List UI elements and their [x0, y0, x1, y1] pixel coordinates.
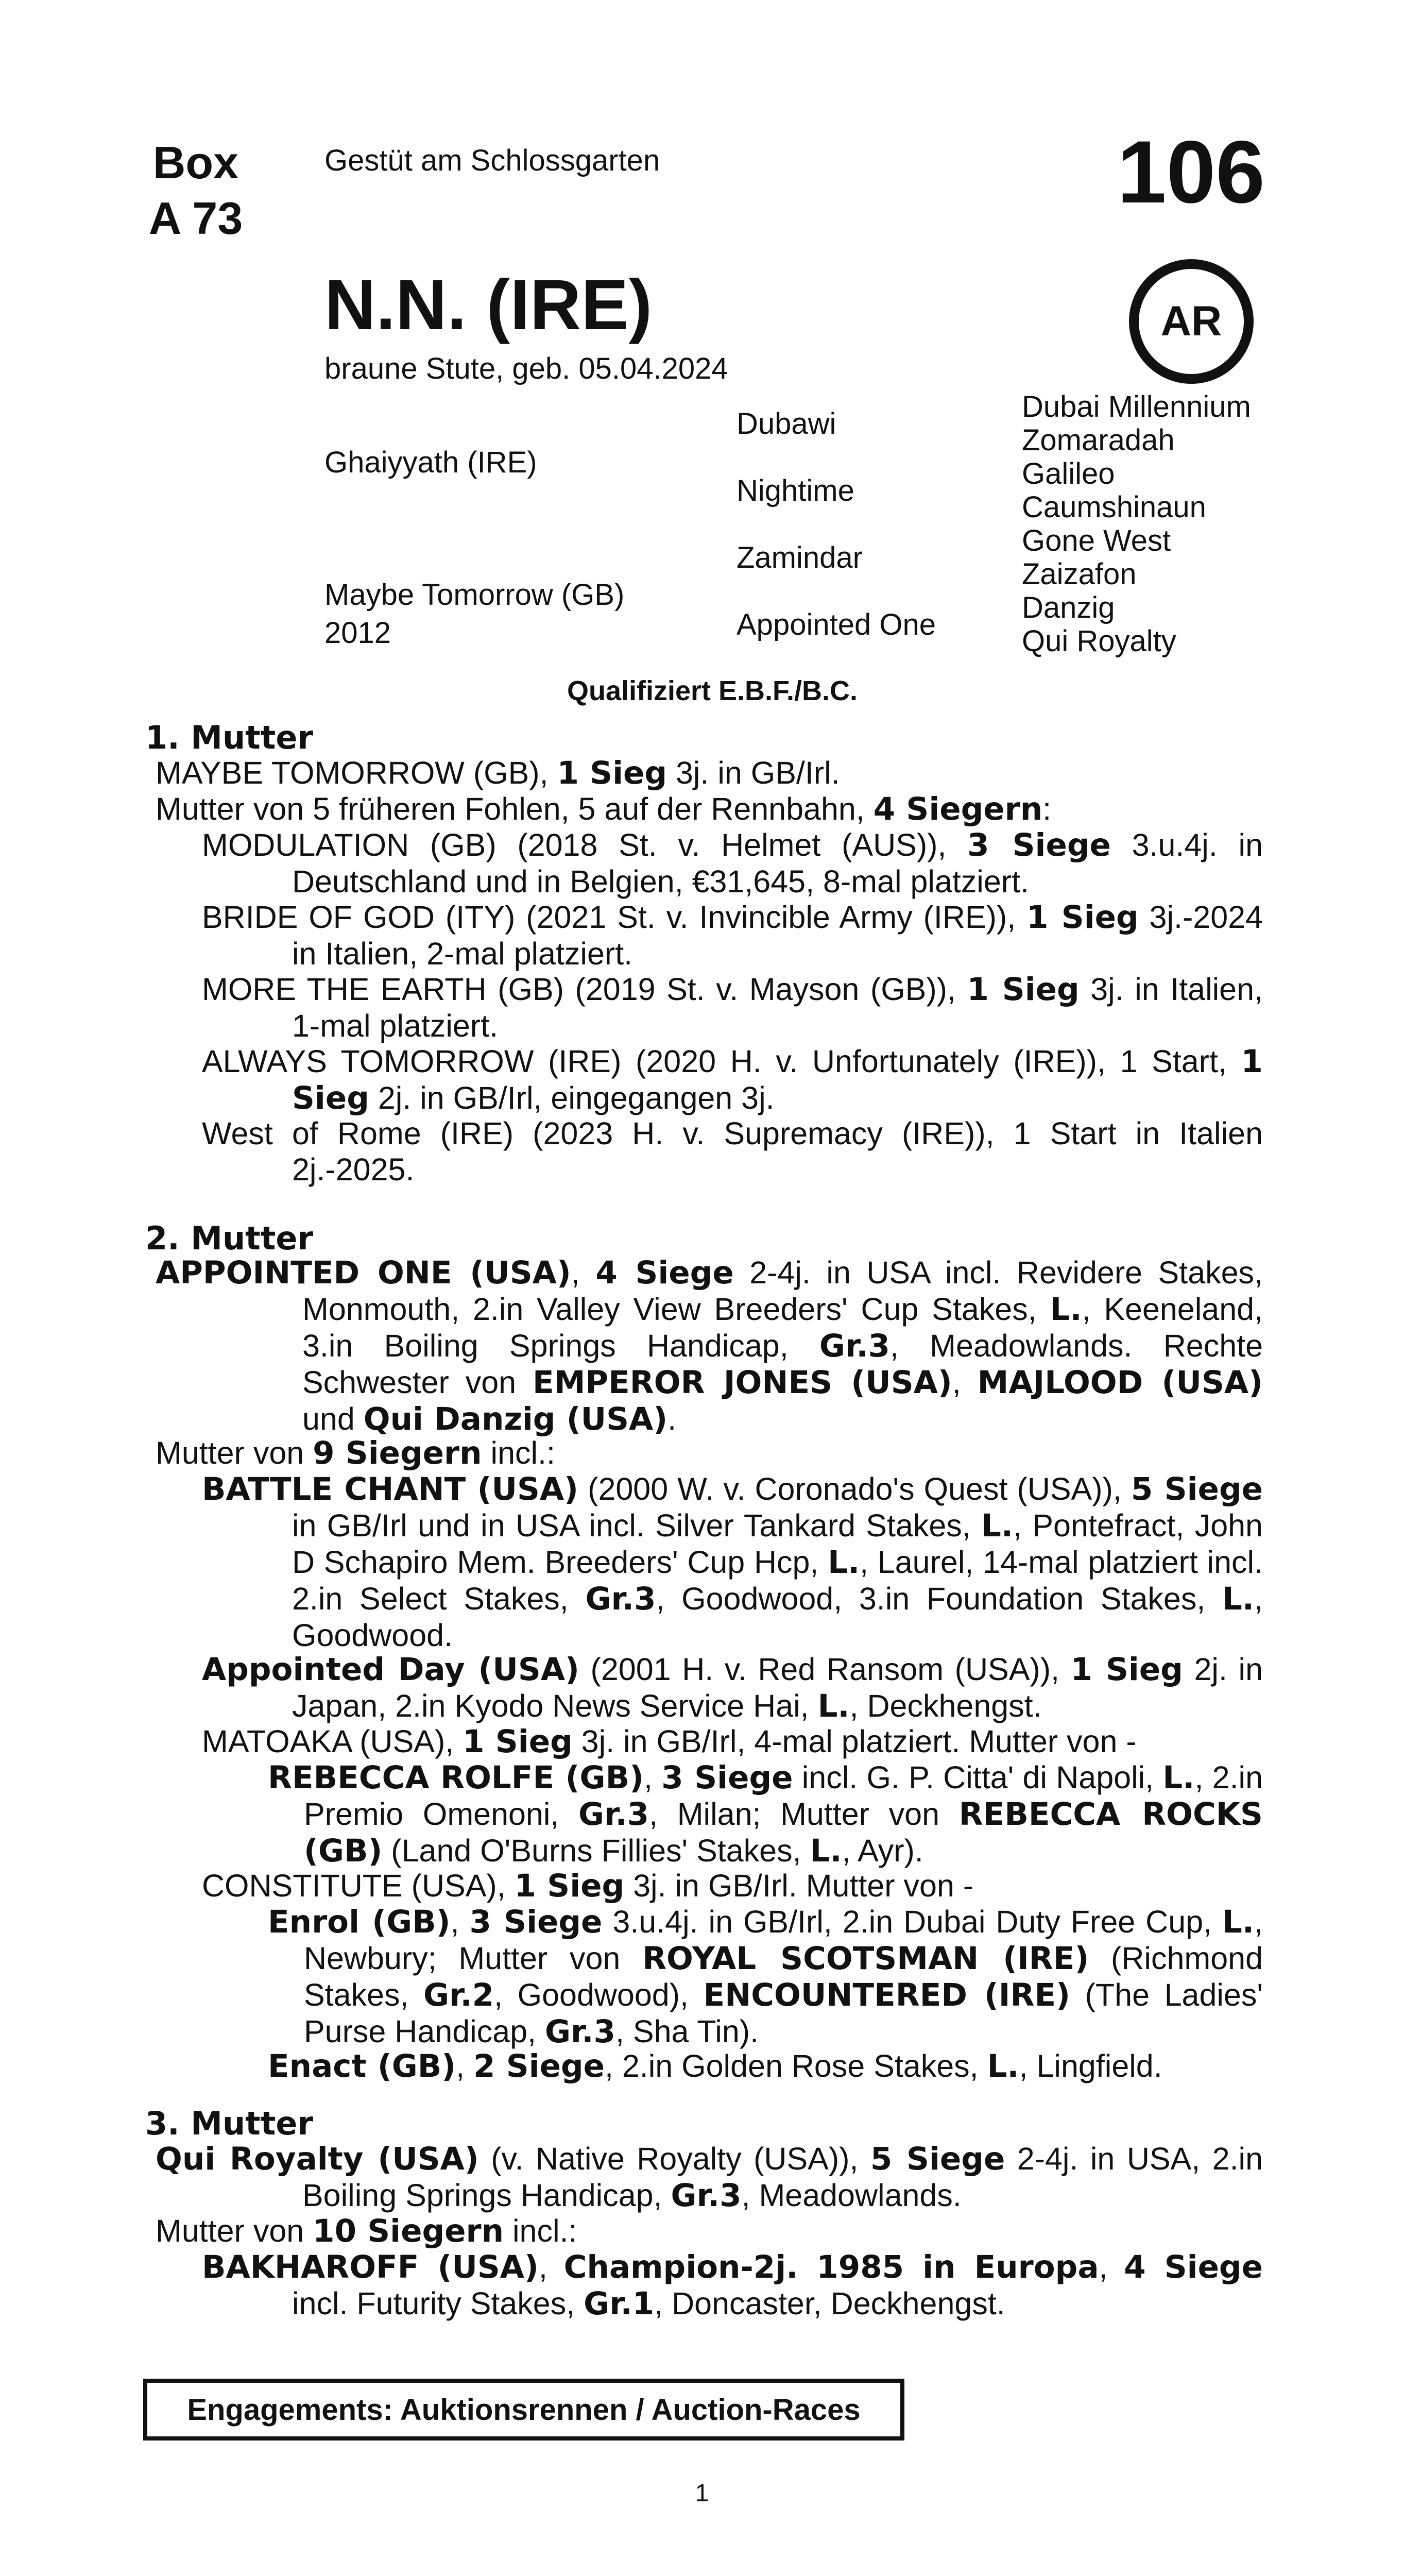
pedigree-grandparent: Appointed One	[737, 608, 936, 641]
dam3-offspring: BAKHAROFF (USA), Champion-2j. 1985 in Europa, 4 Siege incl. Futurity Stakes, Gr.1, Doncaster, Deckhengst.	[202, 2249, 1263, 2322]
pedigree-dam-year: 2012	[324, 616, 391, 650]
box-number: A 73	[148, 193, 243, 244]
stud-name: Gestüt am Schlossgarten	[324, 144, 660, 177]
dam1-heading: 1. Mutter	[145, 719, 314, 756]
horse-description: braune Stute, geb. 05.04.2024	[324, 352, 728, 385]
dam2-heading: 2. Mutter	[145, 1219, 314, 1257]
lot-number: 106	[1117, 123, 1265, 222]
dam2-offspring: Enrol (GB), 3 Siege 3.u.4j. in GB/Irl, 2.in Dubai Duty Free Cup, L., Newbury; Mutter von ROYAL SCOTSMAN (IRE) (Richmond Stakes, Gr.2, Goodwood), ENCOUNTERED (IRE) (The Ladies' Purse Handicap, Gr.3, Sha Tin).	[268, 1904, 1263, 2050]
dam2-offspring: Appointed Day (USA) (2001 H. v. Red Ransom (USA)), 1 Sieg 2j. in Japan, 2.in Kyodo News Service Hai, L., Deckhengst.	[202, 1651, 1263, 1724]
dam2-intro: APPOINTED ONE (USA), 4 Siege 2-4j. in USA incl. Revidere Stakes, Monmouth, 2.in Valley View Breeders' Cup Stakes, L., Keeneland, 3.in Boiling Springs Handicap, Gr.3, Meadowlands. Rechte Schwester von EMPEROR JONES (USA), MAJLOOD (USA) und Qui Danzig (USA).	[156, 1255, 1263, 1437]
box-title: Box	[152, 137, 239, 188]
pedigree-great-grandparent: Galileo	[1022, 457, 1115, 490]
dam3-intro: Qui Royalty (USA) (v. Native Royalty (USA)), 5 Siege 2-4j. in USA, 2.in Boiling Springs Handicap, Gr.3, Meadowlands.	[156, 2141, 1263, 2214]
pedigree-great-grandparent: Qui Royalty	[1022, 624, 1176, 658]
dam1-line: MAYBE TOMORROW (GB), 1 Sieg 3j. in GB/Irl.	[156, 755, 840, 791]
dam2-offspring: REBECCA ROLFE (GB), 3 Siege incl. G. P. Citta' di Napoli, L., 2.in Premio Omenoni, Gr.3, Milan; Mutter von REBECCA ROCKS (GB) (Land O'Burns Fillies' Stakes, L., Ayr).	[268, 1759, 1263, 1869]
pedigree-grandparent: Nightime	[737, 474, 854, 507]
dam1-offspring: MORE THE EARTH (GB) (2019 St. v. Mayson (GB)), 1 Sieg 3j. in Italien, 1-mal platziert.	[202, 971, 1263, 1043]
dam1-offspring: MODULATION (GB) (2018 St. v. Helmet (AUS)), 3 Siege 3.u.4j. in Deutschland und in Belgien, €31,645, 8-mal platziert.	[202, 827, 1263, 899]
qualified-note: Qualifiziert E.B.F./B.C.	[567, 675, 858, 706]
engagements-text: Engagements: Auktionsrennen / Auction-Races	[187, 2393, 861, 2427]
dam2-offspring: CONSTITUTE (USA), 1 Sieg 3j. in GB/Irl. Mutter von -	[202, 1868, 974, 1904]
pedigree-sire: Ghaiyyath (IRE)	[324, 446, 537, 479]
pedigree-great-grandparent: Gone West	[1022, 524, 1171, 557]
dam3-mother-of: Mutter von 10 Siegern incl.:	[156, 2213, 577, 2249]
ar-badge-text: AR	[1160, 298, 1222, 345]
engagements-box	[143, 2379, 904, 2441]
dam1-offspring: ALWAYS TOMORROW (IRE) (2020 H. v. Unfortunately (IRE)), 1 Start, 1 Sieg 2j. in GB/Irl, eingegangen 3j.	[202, 1043, 1263, 1116]
dam1-line: Mutter von 5 früheren Fohlen, 5 auf der Rennbahn, 4 Siegern:	[156, 791, 1052, 827]
horse-name: N.N. (IRE)	[324, 265, 653, 345]
dam1-offspring: BRIDE OF GOD (ITY) (2021 St. v. Invincible Army (IRE)), 1 Sieg 3j.-2024 in Italien, 2-mal platziert.	[202, 899, 1263, 971]
dam2-offspring: MATOAKA (USA), 1 Sieg 3j. in GB/Irl, 4-mal platziert. Mutter von -	[202, 1723, 1137, 1760]
dam1-offspring: West of Rome (IRE) (2023 H. v. Supremacy (IRE)), 1 Start in Italien 2j.-2025.	[202, 1116, 1263, 1187]
pedigree-great-grandparent: Zaizafon	[1022, 557, 1137, 591]
ar-badge	[1129, 259, 1254, 384]
pedigree-great-grandparent: Danzig	[1022, 591, 1115, 624]
pedigree-grandparent: Zamindar	[737, 541, 863, 574]
pedigree-great-grandparent: Dubai Millennium	[1022, 390, 1251, 423]
page-number: 1	[695, 2480, 709, 2507]
dam2-mother-of: Mutter von 9 Siegern incl.:	[156, 1435, 555, 1471]
pedigree-great-grandparent: Zomaradah	[1022, 423, 1175, 457]
dam3-heading: 3. Mutter	[145, 2105, 314, 2142]
pedigree-great-grandparent: Caumshinaun	[1022, 490, 1206, 524]
dam2-offspring: BATTLE CHANT (USA) (2000 W. v. Coronado's Quest (USA)), 5 Siege in GB/Irl und in USA incl. Silver Tankard Stakes, L., Pontefract, John D Schapiro Mem. Breeders' Cup Hcp, L., Laurel, 14-mal platziert incl. 2.in Select Stakes, Gr.3, Goodwood, 3.in Foundation Stakes, L., Goodwood.	[202, 1471, 1263, 1653]
pedigree-grandparent: Dubawi	[737, 407, 836, 440]
box-label	[124, 135, 268, 246]
pedigree-dam: Maybe Tomorrow (GB)	[324, 578, 625, 612]
dam2-offspring: Enact (GB), 2 Siege, 2.in Golden Rose Stakes, L., Lingfield.	[268, 2048, 1162, 2084]
